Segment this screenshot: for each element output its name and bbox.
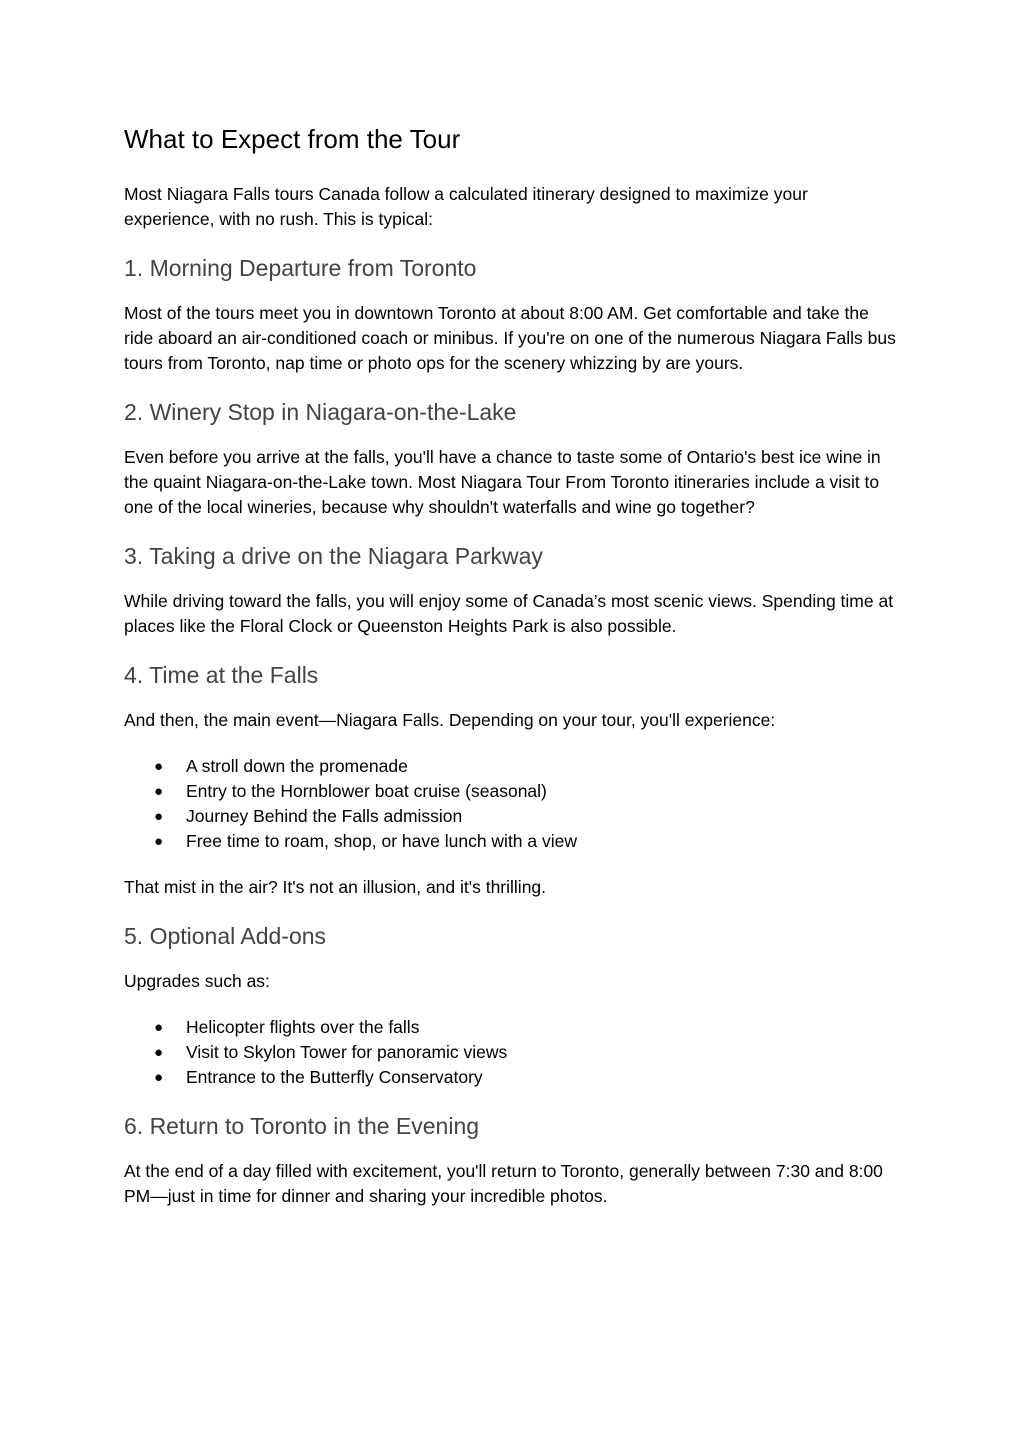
- bullet-icon: ●: [154, 1019, 164, 1036]
- list-item: [124, 754, 900, 779]
- bullet-icon: ●: [154, 783, 164, 800]
- section-body-optional-addons: Upgrades such as:: [124, 971, 270, 991]
- section-body-time-at-falls: And then, the main event—Niagara Falls. Depending on your tour, you'll experience:: [124, 710, 776, 730]
- section-heading-optional-addons: 5. Optional Add-ons: [124, 923, 327, 949]
- page-title: What to Expect from the Tour: [124, 124, 461, 154]
- list-item: [124, 829, 900, 854]
- section-body-morning-departure: Most of the tours meet you in downtown Toronto at about 8:00 AM. Get comfortable and take the ride aboard an air-conditioned coach or minibus. If you're on one of the numerous Niagara Falls bus tours from Toronto, nap time or photo ops for the scenery whizzing by are yours.: [124, 303, 896, 373]
- section-body-niagara-parkway: While driving toward the falls, you will enjoy some of Canada’s most scenic views. Spending time at places like the Floral Clock or Queenston Heights Park is also possible.: [124, 591, 894, 636]
- falls-experience-list: [124, 754, 900, 854]
- list-item-text: Free time to roam, shop, or have lunch with a view: [186, 831, 578, 851]
- intro-paragraph: Most Niagara Falls tours Canada follow a calculated itinerary designed to maximize your experience, with no rush. This is typical:: [124, 184, 808, 229]
- section-body-winery-stop: Even before you arrive at the falls, you'll have a chance to taste some of Ontario's best ice wine in the quaint Niagara-on-the-Lake town. Most Niagara Tour From Toronto itineraries include a visit to one of the local wineries, because why shouldn't waterfalls and wine go together?: [124, 447, 881, 517]
- list-item: [124, 779, 900, 804]
- addons-list: [124, 1015, 900, 1090]
- section-heading-morning-departure: 1. Morning Departure from Toronto: [124, 255, 477, 281]
- section-heading-niagara-parkway: 3. Taking a drive on the Niagara Parkway: [124, 543, 543, 569]
- list-item: [124, 1015, 900, 1040]
- section-heading-return-to-toronto: 6. Return to Toronto in the Evening: [124, 1113, 480, 1139]
- bullet-icon: ●: [154, 1044, 164, 1061]
- list-item-text: Journey Behind the Falls admission: [186, 806, 463, 826]
- section-body-return-to-toronto: At the end of a day filled with excitement, you'll return to Toronto, generally between 7:30 and 8:00 PM—just in time for dinner and sharing your incredible photos.: [124, 1161, 883, 1206]
- list-item: [124, 1040, 900, 1065]
- document-page: [124, 120, 900, 1230]
- bullet-icon: ●: [154, 833, 164, 850]
- list-item-text: Visit to Skylon Tower for panoramic views: [186, 1042, 508, 1062]
- section-heading-winery-stop: 2. Winery Stop in Niagara-on-the-Lake: [124, 399, 517, 425]
- list-item-text: Entry to the Hornblower boat cruise (seasonal): [186, 781, 547, 801]
- list-item-text: A stroll down the promenade: [186, 756, 408, 776]
- list-item: [124, 1065, 900, 1090]
- bullet-icon: ●: [154, 808, 164, 825]
- list-item-text: Entrance to the Butterfly Conservatory: [186, 1067, 483, 1087]
- bullet-icon: ●: [154, 758, 164, 775]
- list-item: [124, 804, 900, 829]
- bullet-icon: ●: [154, 1069, 164, 1086]
- section-after-time-at-falls: That mist in the air? It's not an illusion, and it's thrilling.: [124, 877, 547, 897]
- section-heading-time-at-falls: 4. Time at the Falls: [124, 662, 319, 688]
- list-item-text: Helicopter flights over the falls: [186, 1017, 420, 1037]
